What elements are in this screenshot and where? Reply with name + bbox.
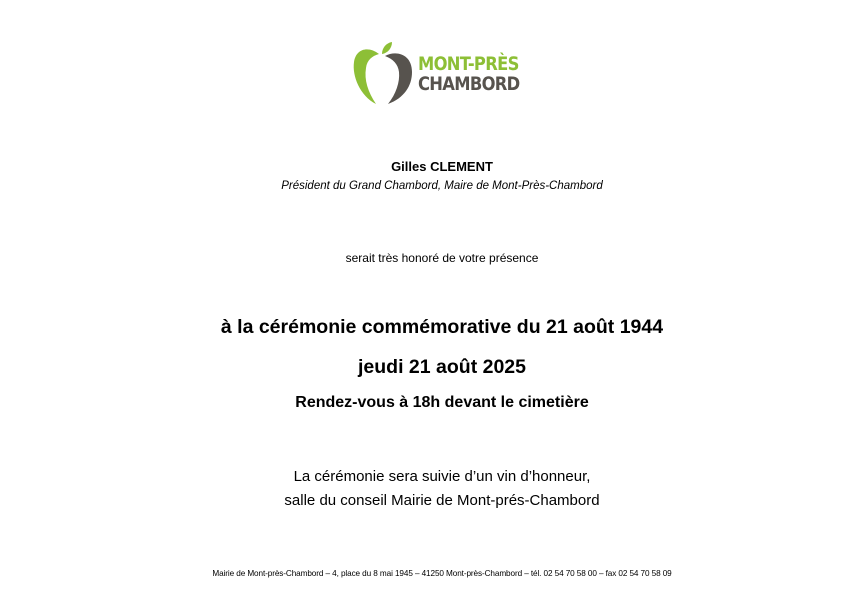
municipal-logo bbox=[352, 40, 534, 106]
event-title: à la cérémonie commémorative du 21 août 1944 bbox=[220, 316, 664, 338]
footer-address: Mairie de Mont-près-Chambord – 4, place du 8 mai 1945 – 41250 Mont-près-Chambord – tél. 02 54 70 58 00 – fax 02 54 70 58 09 bbox=[212, 569, 672, 578]
logo-text-pres: PRÈS bbox=[473, 53, 519, 75]
host-name: Gilles CLEMENT bbox=[391, 159, 493, 174]
apple-logo-icon bbox=[352, 40, 414, 106]
invite-text: serait très honoré de votre présence bbox=[345, 251, 539, 265]
logo-wordmark bbox=[418, 54, 520, 94]
event-meeting-point: Rendez-vous à 18h devant le cimetière bbox=[295, 394, 589, 411]
logo-text-mont: MONT- bbox=[418, 53, 474, 75]
reception-line-1: La cérémonie sera suivie d’un vin d’honneur, bbox=[293, 468, 591, 485]
event-date: jeudi 21 août 2025 bbox=[358, 356, 526, 378]
host-title: Président du Grand Chambord, Maire de Mont-Près-Chambord bbox=[281, 180, 603, 192]
reception-line-2: salle du conseil Mairie de Mont-prés-Chambord bbox=[284, 492, 600, 509]
logo-text-chambord: CHAMBORD bbox=[418, 73, 520, 95]
